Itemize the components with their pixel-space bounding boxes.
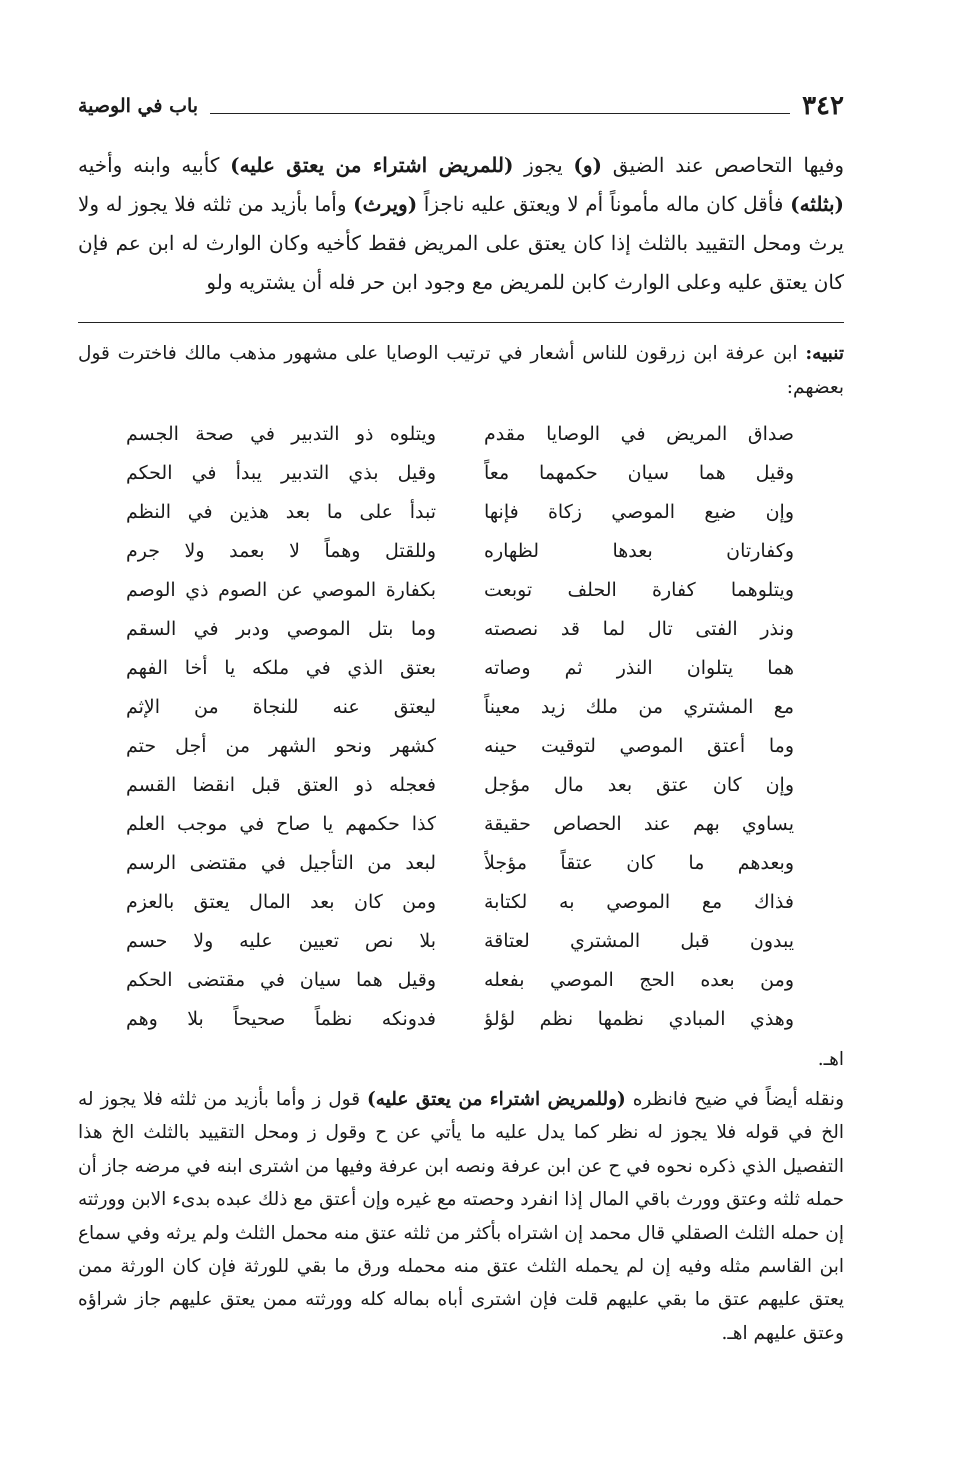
poem-first-hemistich: وقيل هما سيان حكمهما معاً — [484, 462, 794, 484]
matn-term: (و) — [573, 153, 603, 177]
notice-label: تنبيه: — [805, 343, 844, 364]
poem-second-hemistich: كشهر ونحو الشهر من أجل حتم — [126, 735, 436, 757]
poem-second-hemistich: وللقتل وهماً لا بعمد ولا جرم — [126, 540, 436, 562]
poem-verse — [126, 727, 794, 766]
poem-first-hemistich: مع المشتري من ملك زيد معيناً — [484, 696, 794, 718]
poem-verse — [126, 610, 794, 649]
poem-first-hemistich: وهذي المبادي نظمها نظم لؤلؤ — [484, 1008, 794, 1030]
page-number: ٣٤٢ — [802, 91, 844, 121]
closing-paragraph — [78, 1083, 844, 1350]
poem-verse — [126, 649, 794, 688]
poem-verse — [126, 454, 794, 493]
poem-verse — [126, 961, 794, 1000]
poem-second-hemistich: ويتلوه ذو التدبير في صحة الجسم — [126, 423, 436, 445]
poem-first-hemistich: وإن ضيع الموصي زكاة فإنها — [484, 501, 794, 523]
footnote-separator — [78, 322, 844, 323]
poem-second-hemistich: ليعتق عنه للنجاة من الإثم — [126, 696, 436, 718]
poem-verse — [126, 532, 794, 571]
notice-text: ابن عرفة ابن زرقون للناس أشعار في ترتيب الوصايا على مشهور مذهب مالك فاخترت قول بعضهم: — [78, 343, 844, 398]
poem-second-hemistich: وما بتل الموصي ودبر في السقم — [126, 618, 436, 640]
poem-first-hemistich: وإن كان عتق بعد مال مؤجل — [484, 774, 794, 796]
chapter-title: باب في الوصية — [78, 95, 199, 117]
main-text-segment: وفيها التحاصص عند الضيق — [602, 153, 844, 177]
poem-verse — [126, 571, 794, 610]
poem-verse — [126, 922, 794, 961]
poem-first-hemistich: يساوي بهم عند الحصاص حقيقة — [484, 813, 794, 835]
poem-verse — [126, 415, 794, 454]
main-text-segment: كأبيه وابنه وأخيه — [78, 153, 231, 177]
poem-verse — [126, 805, 794, 844]
poem-verse — [126, 688, 794, 727]
poem-first-hemistich: صداق المريض في الوصايا مقدم — [484, 423, 794, 445]
poem-second-hemistich: كذا حكمهم يا صاح في موجب العلم — [126, 813, 436, 835]
book-page — [78, 86, 844, 1350]
matn-term: (ويرث) — [353, 192, 418, 216]
poem-second-hemistich: بكفارة الموصي عن الصوم ذي الوصم — [126, 579, 436, 601]
poem-first-hemistich: ومن بعده الحج الموصي بفعله — [484, 969, 794, 991]
poem-first-hemistich: ويتلوهما كفارة الحلف توبعت — [484, 579, 794, 601]
notes-intro — [78, 337, 844, 405]
poem-second-hemistich: فدونكه نظماً صحيحاً بلا وهم — [126, 1008, 436, 1030]
main-text-segment: وأما بأزيد من ثلثه فلا يجوز له ولا يرث ومحل التقييد بالثلث إذا كان يعتق على المريض فقط كأخيه وكان الوارث له ابن عم فإن كان يعتق عليه وعلى الوارث كابن للمريض مع وجود ابن حر فله أن يشتريه ولو — [78, 192, 844, 294]
poem-first-hemistich: هما يتلوان النذر ثم وصاته — [484, 657, 794, 679]
poem-second-hemistich: بلا نص تعيين عليه ولا حسم — [126, 930, 436, 952]
main-text — [78, 146, 844, 302]
poem-second-hemistich: تبدأ على ما بعد هذين في النظم — [126, 501, 436, 523]
poem-verse — [126, 766, 794, 805]
main-text-segment: يجوز — [513, 153, 574, 177]
closing-text-segment: قول ز وأما بأزيد من ثلثه فلا يجوز له الخ في قوله فلا يجوز له نظر كما يدل عليه ما يأتي عن ح وقول ز ومحل التقييد بالثلث الخ هذا التفصيل الذي ذكره نحوه في ح عن ابن عرفة ونصه ابن عرفة وفيها من اشترى ابنه في مرضه جاز أن حمله ثلثه وعتق وورث باقي المال إذا انفرد وحصته مع غيره وإن أعتق مع ذلك عبده بدىء الابن وورثته إن حمله الثلث الصقلي قال محمد إن اشتراه بأكثر من ثلثه عتق منه محمل الثلث ولم يرثه وفي سماع ابن القاسم مثله وفيه إن لم يحمله الثلث عتق منه محمله ورق ما بقي للورثة فإن كان الورثة ممن يعتق عليهم عتق ما بقي عليهم قلت فإن اشترى أباه بماله كله وورثته ممن يعتق عليهم جاز شراؤه وعتق عليهم اهـ. — [78, 1089, 844, 1344]
poem-first-hemistich: وبعدهم ما كان عتقاً مؤجلاً — [484, 852, 794, 874]
poem-second-hemistich: بعتق الذي في ملكه يا أخا الفهم — [126, 657, 436, 679]
poem-second-hemistich: وقيل بذي التدبير يبدأ في الحكم — [126, 462, 436, 484]
matn-term: (وللمريض اشتراء من يعتق عليه) — [366, 1089, 626, 1110]
poem — [78, 415, 844, 1039]
poem-first-hemistich: يبدون قبل المشتري لعتاقة — [484, 930, 794, 952]
poem-second-hemistich: فعجله ذو العتق قبل انقضا القسم — [126, 774, 436, 796]
running-header — [78, 86, 844, 122]
poem-second-hemistich: وقيل هما سيان في مقتضى الحكم — [126, 969, 436, 991]
poem-verse — [126, 1000, 794, 1039]
poem-first-hemistich: وكفارتان بعدها لظهاره — [484, 540, 794, 562]
matn-term: (بثلثه) — [790, 192, 845, 216]
poem-verse — [126, 844, 794, 883]
matn-term: (للمريض اشتراء من يعتق عليه) — [230, 153, 514, 177]
poem-first-hemistich: ونذر الفتى تال لما قد نصصته — [484, 618, 794, 640]
poem-first-hemistich: وما أعتق الموصي لتوقيت حينه — [484, 735, 794, 757]
main-text-segment: فأقل كان ماله مأموناً أم لا ويعتق عليه ناجزاً — [417, 192, 791, 216]
poem-verse — [126, 883, 794, 922]
poem-second-hemistich: ومن كان بعد المال يعتق بالعزم — [126, 891, 436, 913]
poem-first-hemistich: فذاك مع الموصي به لكتابة — [484, 891, 794, 913]
header-rule — [210, 113, 790, 114]
closing-text-segment: ونقله أيضاً في ضيح فانظره — [625, 1089, 845, 1110]
poem-end-mark: اهـ. — [817, 1049, 844, 1070]
poem-verse — [126, 493, 794, 532]
poem-second-hemistich: لبعد من التأجيل في مقتضى الرسم — [126, 852, 436, 874]
